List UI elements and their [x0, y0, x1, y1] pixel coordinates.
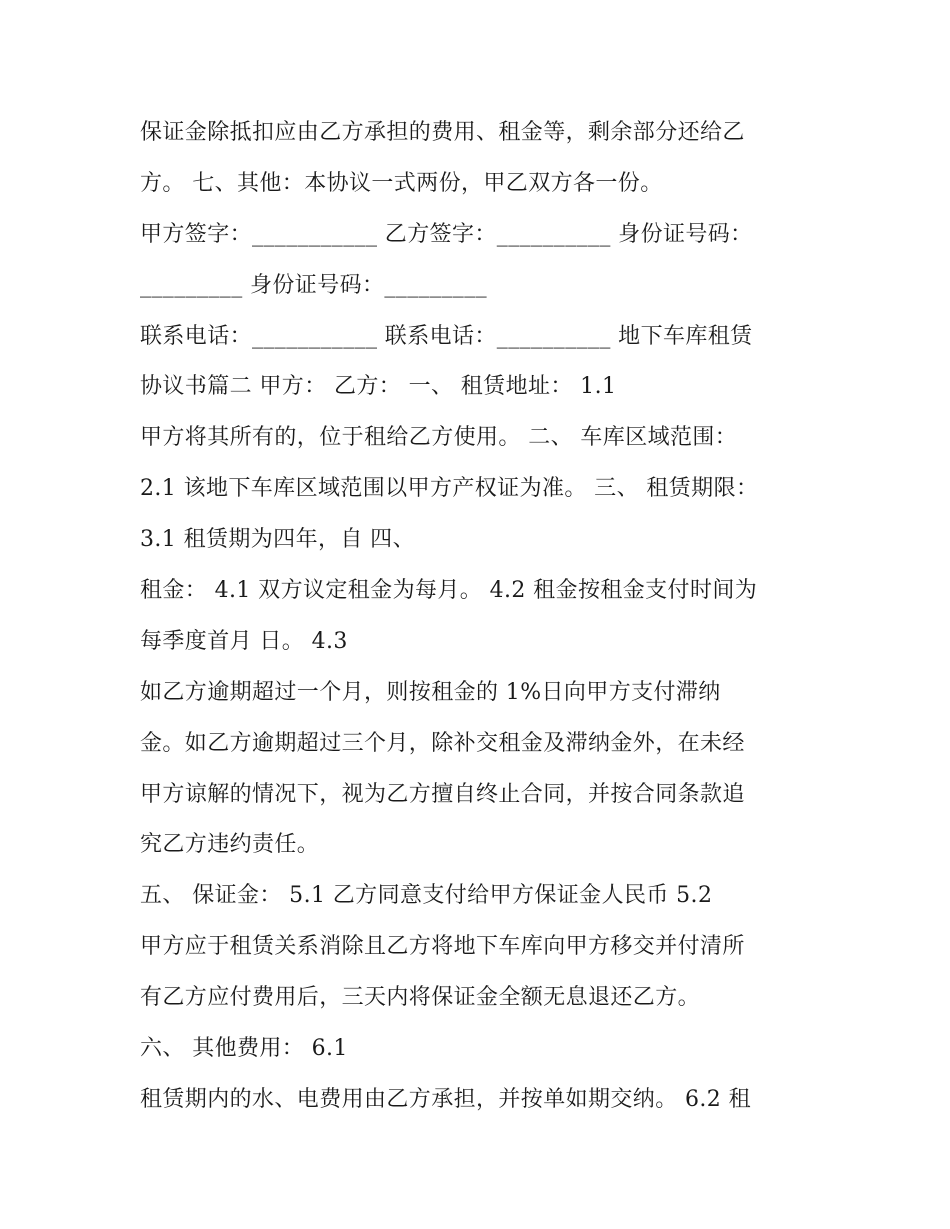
text-line: 协议书篇二 甲方： 乙方： 一、 租赁地址： 1.1 [140, 374, 617, 400]
text-line: 甲方将其所有的，位于租给乙方使用。 二、 车库区域范围： [140, 425, 738, 451]
text-line: 金。如乙方逾期超过三个月，除补交租金及滞纳金外，在未经 [140, 730, 745, 756]
id-number-line: _________ 身份证号码：_________ [140, 272, 487, 298]
text-line: 究乙方违约责任。 [140, 832, 320, 858]
text-line: 如乙方逾期超过一个月，则按租金的 1%日向甲方支付滞纳 [140, 679, 721, 705]
text-line: 3.1 租赁期为四年，自 四、 [140, 527, 415, 553]
text-line: 甲方谅解的情况下，视为乙方擅自终止合同，并按合同条款追 [140, 781, 745, 807]
text-line: 每季度首月 日。 4.3 [140, 628, 348, 654]
text-line: 保证金除抵扣应由乙方承担的费用、租金等，剩余部分还给乙 [140, 120, 745, 145]
phone-line: 联系电话：___________ 联系电话：__________ 地下车库租赁 [140, 323, 753, 349]
text-line: 有乙方应付费用后，三天内将保证金全额无息退还乙方。 [140, 985, 701, 1011]
text-line: 租金： 4.1 双方议定租金为每月。 4.2 租金按租金支付时间为 [140, 578, 758, 604]
document-body [140, 108, 820, 1126]
text-line: 方。 七、其他：本协议一式两份，甲乙双方各一份。 [140, 170, 663, 196]
text-line: 五、 保证金： 5.1 乙方同意支付给甲方保证金人民币 5.2 [140, 883, 713, 909]
text-line: 六、 其他费用： 6.1 [140, 1036, 348, 1062]
text-line: 租赁期内的水、电费用由乙方承担，并按单如期交纳。 6.2 租 [140, 1086, 751, 1112]
signature-line: 甲方签字：___________ 乙方签字：__________ 身份证号码： [140, 221, 753, 247]
text-line: 甲方应于租赁关系消除且乙方将地下车库向甲方移交并付清所 [140, 934, 745, 960]
text-line: 2.1 该地下车库区域范围以甲方产权证为准。 三、 租赁期限： [140, 476, 759, 502]
